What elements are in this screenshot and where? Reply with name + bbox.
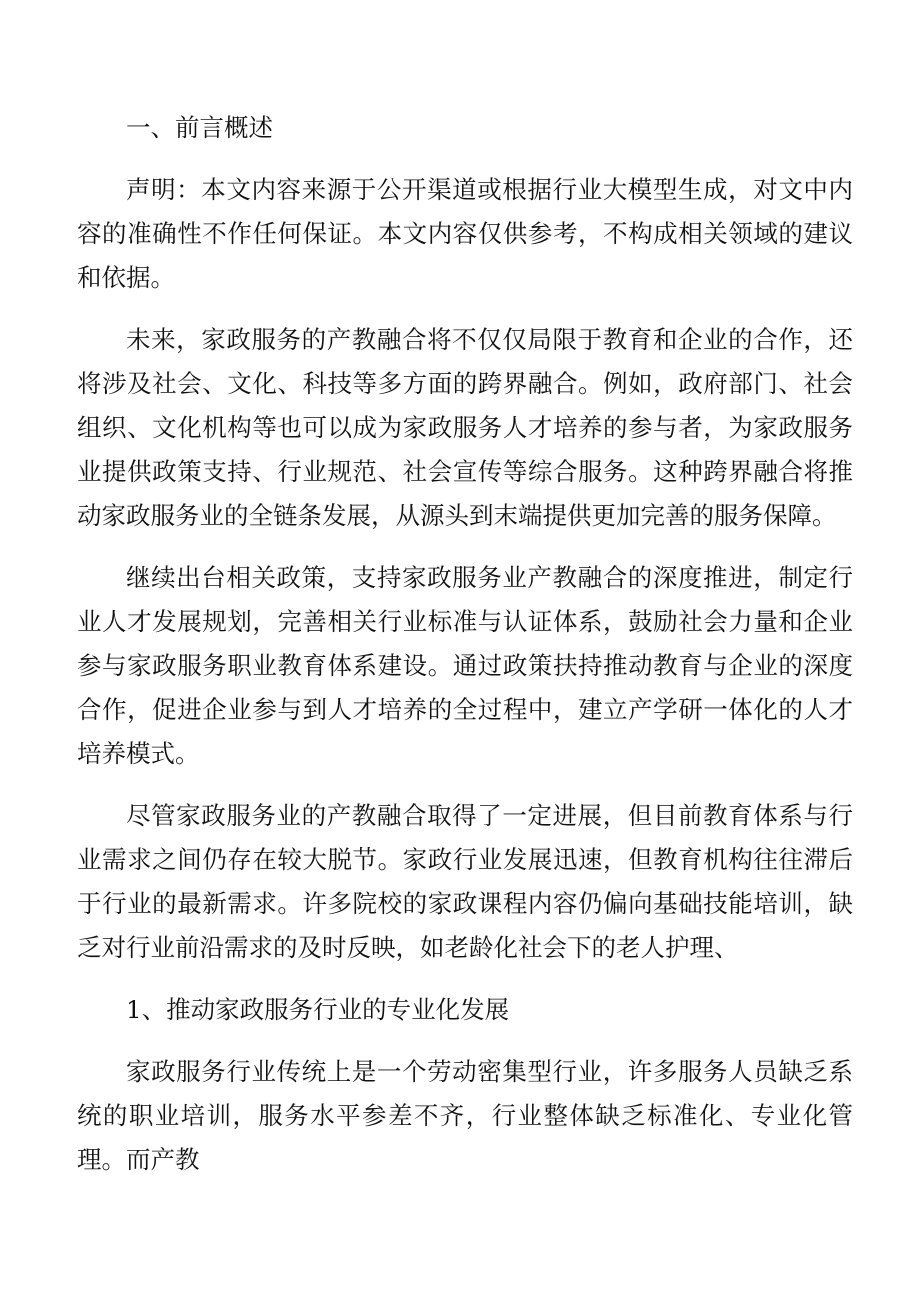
paragraph-gap: 尽管家政服务业的产教融合取得了一定进展，但目前教育体系与行业需求之间仍存在较大脱节。家政行业发展迅速，但教育机构往往滞后于行业的最新需求。许多院校的家政课程内容仍偏向基础技能培训，缺乏对行业前沿需求的及时反映，如老龄化社会下的老人护理、 [77, 801, 853, 962]
paragraph-industry: 家政服务行业传统上是一个劳动密集型行业，许多服务人员缺乏系统的职业培训，服务水平参差不齐，行业整体缺乏标准化、专业化管理。而产教 [77, 1057, 853, 1174]
section-heading-professionalization: 1、推动家政服务行业的专业化发展 [126, 995, 510, 1024]
paragraph-future: 未来，家政服务的产教融合将不仅仅局限于教育和企业的合作，还将涉及社会、文化、科技等多方面的跨界融合。例如，政府部门、社会组织、文化机构等也可以成为家政服务人才培养的参与者，为家政服务业提供政策支持、行业规范、社会宣传等综合服务。这种跨界融合将推动家政服务业的全链条发展，从源头到末端提供更加完善的服务保障。 [77, 325, 853, 530]
paragraph-policy: 继续出台相关政策，支持家政服务业产教融合的深度推进，制定行业人才发展规划，完善相关行业标准与认证体系，鼓励社会力量和企业参与家政服务职业教育体系建设。通过政策扶持推动教育与企业的深度合作，促进企业参与到人才培养的全过程中，建立产学研一体化的人才培养模式。 [77, 563, 853, 768]
section-heading-preface: 一、前言概述 [126, 113, 273, 142]
paragraph-disclaimer: 声明：本文内容来源于公开渠道或根据行业大模型生成，对文中内容的准确性不作任何保证。本文内容仅供参考，不构成相关领域的建议和依据。 [77, 175, 853, 292]
document-body [77, 106, 853, 1200]
